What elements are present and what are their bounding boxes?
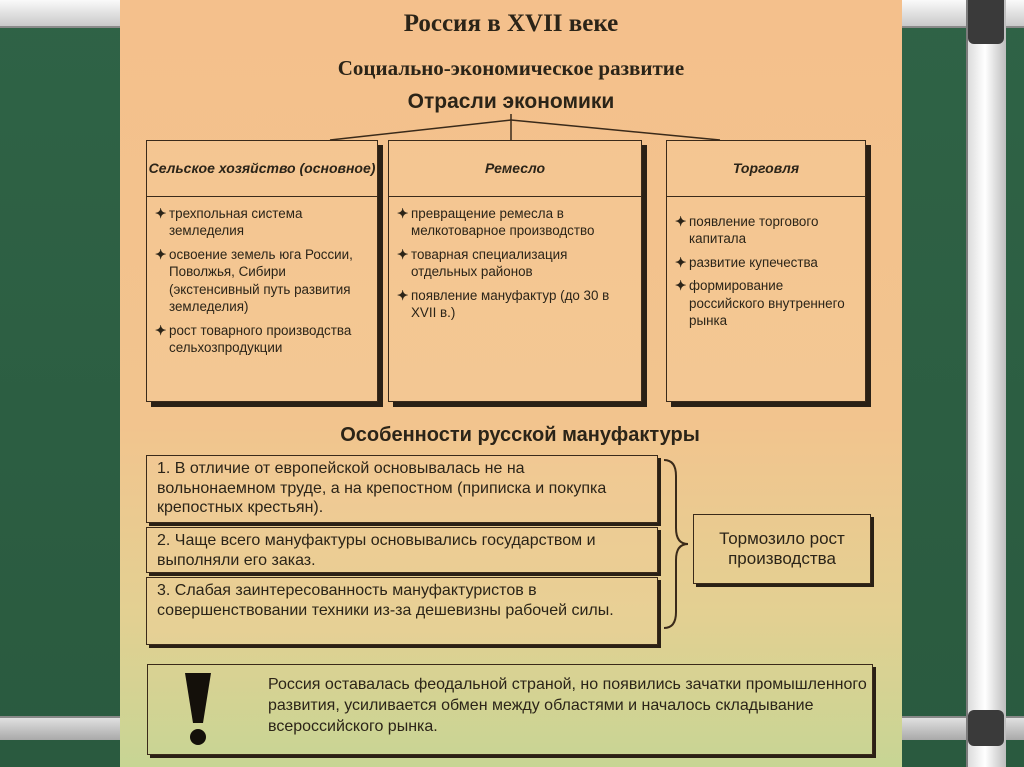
list-item-text: трехпольная система земледелия	[169, 206, 303, 239]
list-item	[675, 277, 859, 329]
bullet-icon: ✦	[397, 246, 409, 262]
list-item-text: рост товарного производства сельхозпродукции	[169, 322, 352, 355]
bullet-icon: ✦	[155, 206, 167, 221]
sector-title: Ремесло	[389, 141, 641, 197]
list-item	[397, 205, 635, 240]
slide	[120, 0, 902, 767]
sector-box-trade	[666, 140, 866, 402]
bullet-icon: ✦	[155, 322, 167, 338]
bullet-icon: ✦	[397, 206, 409, 221]
sector-title: Сельское хозяйство (основное)	[147, 141, 377, 197]
bullet-icon: ✦	[675, 214, 687, 229]
bullet-icon: ✦	[675, 278, 687, 294]
list-item-text: появление мануфактур (до 30 в XVII в.)	[411, 287, 610, 321]
sector-list	[675, 213, 859, 336]
sectors-heading: Отрасли экономики	[407, 90, 615, 113]
conclusion-text: Россия оставалась феодальной страной, но появились зачатки промышленного развития, усиливается обмен между областями и началось складывание всероссийского рынка.	[268, 676, 867, 735]
slide-subtitle: Социально-экономическое развитие	[337, 56, 685, 80]
list-item-text: товарная специализация отдельных районов	[411, 246, 568, 280]
feature-item-1: 1. В отличие от европейской основывалась не на вольнонаемном труде, а на крепостном (приписка и покупка крепостных крестьян).	[146, 455, 658, 523]
bullet-icon: ✦	[397, 287, 409, 303]
list-item	[675, 213, 859, 248]
board-frame-corner	[968, 0, 1004, 44]
board-frame-corner	[968, 710, 1004, 746]
bullet-icon: ✦	[675, 254, 687, 270]
sector-box-agriculture	[146, 140, 378, 402]
list-item-text: превращение ремесла в мелкотоварное производство	[411, 206, 595, 239]
curly-brace-icon	[660, 458, 690, 630]
exclamation-icon	[176, 669, 220, 749]
list-item	[397, 246, 635, 281]
feature-item-2: 2. Чаще всего мануфактуры основывались государством и выполняли его заказ.	[146, 527, 658, 573]
conclusion-box	[147, 664, 873, 755]
list-item	[675, 254, 859, 271]
bullet-icon: ✦	[155, 246, 167, 262]
list-item	[155, 205, 371, 240]
feature-item-3: 3. Слабая заинтересованность мануфактуристов в совершенствовании техники из-за дешевизны рабочей силы.	[146, 577, 658, 645]
board-frame-right	[966, 0, 1006, 767]
sector-list	[397, 205, 635, 328]
list-item-text: освоение земель юга России, Поволжья, Сибири (экстенсивный путь развития земледелия)	[169, 246, 353, 315]
list-item-text: формирование российского внутреннего рынка	[689, 278, 845, 329]
result-box: Тормозило рост производства	[693, 514, 871, 584]
features-heading: Особенности русской мануфактуры	[340, 424, 700, 446]
list-item	[397, 287, 635, 322]
list-item-text: появление торгового капитала	[689, 214, 819, 247]
sector-title: Торговля	[667, 141, 865, 197]
slide-title: Россия в XVII веке	[403, 10, 619, 37]
list-item-text: развитие купечества	[689, 254, 818, 270]
sector-list	[155, 205, 371, 362]
list-item	[155, 246, 371, 316]
list-item	[155, 322, 371, 357]
sector-box-craft	[388, 140, 642, 402]
